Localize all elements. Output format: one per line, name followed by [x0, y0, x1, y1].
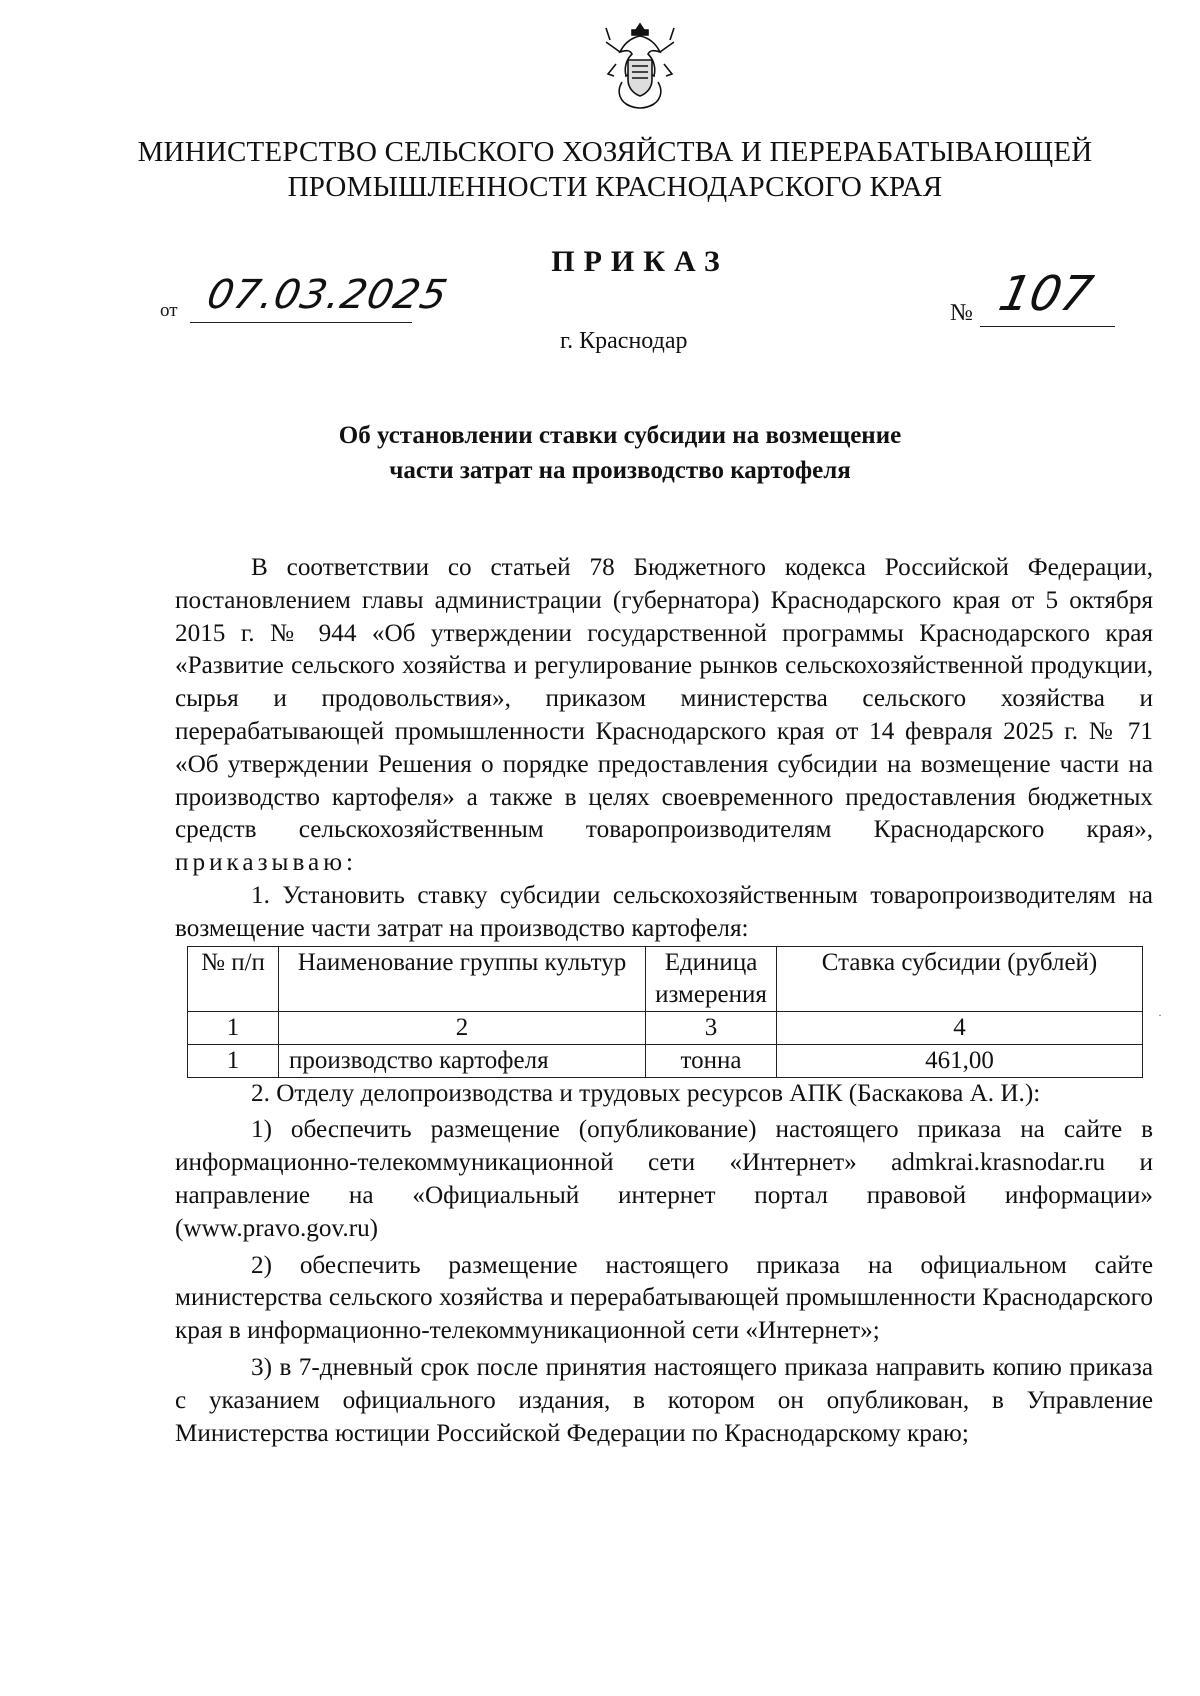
- table-row: [188, 1044, 1143, 1077]
- header-number: № п/п: [188, 946, 279, 1011]
- item-2-sub-3: 3) в 7-дневный срок после принятия настоящего приказа направить копию приказа с указанием официального издания, в котором он опубликован, в Управление Министерства юстиции Российской Федерации по Краснодарскому краю;: [175, 1353, 1153, 1447]
- subsidy-rate-table: [187, 946, 1143, 1078]
- item-2-sub-2: 2) обеспечить размещение настоящего приказа на официальном сайте министерства сельского хозяйства и перерабатывающей промышленности Краснодарского края в информационно-телекоммуникационной сети «Интернет»;: [175, 1251, 1153, 1345]
- date-handwritten: 07.03.2025: [203, 272, 452, 318]
- ministry-line-2: ПРОМЫШЛЕННОСТИ КРАСНОДАРСКОГО КРАЯ: [287, 171, 943, 203]
- cell-rate: 461,00: [777, 1044, 1143, 1077]
- city: г. Краснодар: [560, 328, 688, 354]
- header-crop-group: Наименование группы культур: [279, 946, 646, 1011]
- cell-crop-group: производство картофеля: [279, 1044, 646, 1077]
- document-title: [220, 418, 1020, 488]
- header-rate: Ставка субсидии (рублей): [777, 946, 1143, 1011]
- number-label: №: [950, 300, 973, 326]
- item-2: 2. Отделу делопроизводства и трудовых ресурсов АПК (Баскакова А. И.):: [251, 1079, 1041, 1107]
- column-number: 1: [188, 1011, 279, 1044]
- preamble-paragraph: В соответствии со статьей 78 Бюджетного кодекса Российской Федерации, постановлением главы администрации (губернатора) Краснодарского края от 5 октября 2015 г. № 944 «Об утверждении государственной программы Краснодарского края «Развитие сельского хозяйства и регулирование рынков сельскохозяйственной продукции, сырья и продовольствия», приказом министерства сельского хозяйства и перерабатывающей промышленности Краснодарского края от 14 февраля 2025 г. № 71 «Об утверждении Решения о порядке предоставления субсидии на возмещение части на производство картофеля» а также в целях своевременного предоставления бюджетных средств сельскохозяйственным товаропроизводителям Краснодарского края», приказываю:: [175, 554, 1153, 877]
- document-body: [175, 552, 1153, 1450]
- coat-of-arms-icon: [602, 20, 678, 112]
- number-underline: [980, 326, 1115, 327]
- scan-mark: ·: [1158, 1008, 1162, 1022]
- date-underline: [190, 322, 412, 323]
- item-1: 1. Установить ставку субсидии сельскохозяйственным товаропроизводителям на возмещение части затрат на производство картофеля:: [175, 881, 1153, 942]
- order-word: приказываю:: [175, 849, 358, 877]
- column-number: 4: [777, 1011, 1143, 1044]
- cell-unit: тонна: [646, 1044, 777, 1077]
- document-type: ПРИКАЗ: [551, 245, 729, 278]
- ministry-line-1: МИНИСТЕРСТВО СЕЛЬСКОГО ХОЗЯЙСТВА И ПЕРЕРАБАТЫВАЮЩЕЙ: [137, 136, 1093, 168]
- header-unit: Единица измерения: [646, 946, 777, 1011]
- table-column-number-row: [188, 1011, 1143, 1044]
- title-line-1: Об установлении ставки субсидии на возмещение: [338, 422, 902, 449]
- title-line-2: части затрат на производство картофеля: [389, 457, 851, 484]
- table-header-row: [188, 946, 1143, 1011]
- ministry-name: [120, 135, 1110, 205]
- column-number: 2: [279, 1011, 646, 1044]
- cell-number: 1: [188, 1044, 279, 1077]
- date-label: от: [160, 300, 178, 321]
- item-2-sub-1: 1) обеспечить размещение (опубликование) настоящего приказа на сайте в информационно-телекоммуникационной сети «Интернет» admkrai.krasnodar.ru и направление на «Официальный интернет портал правовой информации» (www.pravo.gov.ru): [175, 1116, 1153, 1242]
- column-number: 3: [646, 1011, 777, 1044]
- number-handwritten: 107: [994, 266, 1098, 322]
